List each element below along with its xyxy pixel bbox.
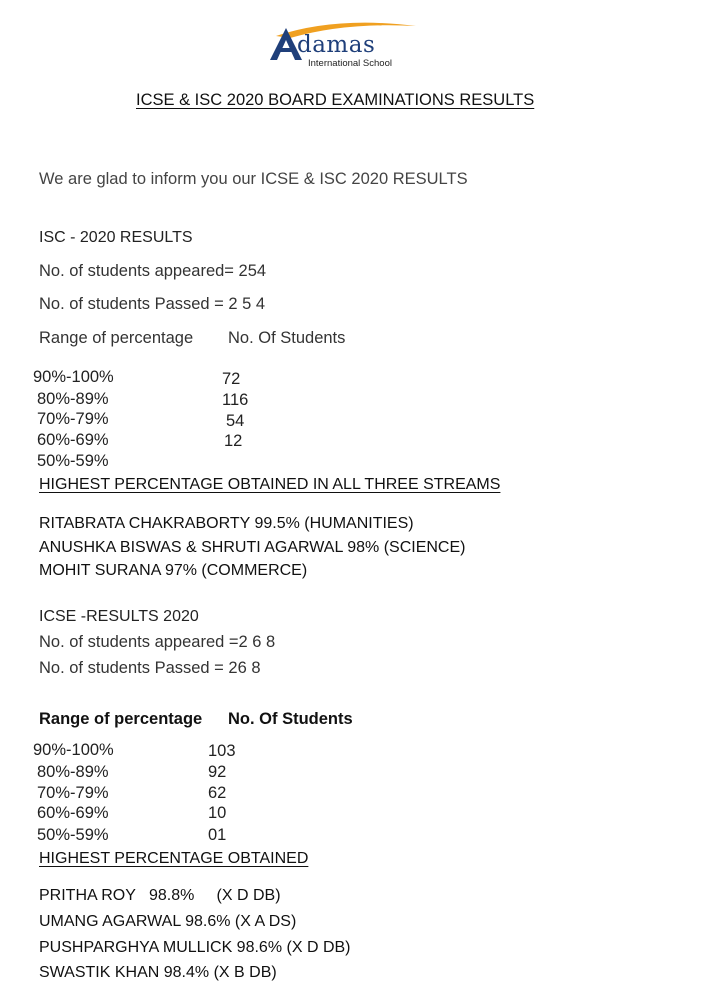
icse-row-count: 92 bbox=[208, 763, 227, 781]
isc-appeared: No. of students appeared= 254 bbox=[39, 262, 267, 280]
school-logo bbox=[266, 18, 426, 74]
icse-toppers-heading: HIGHEST PERCENTAGE OBTAINED bbox=[39, 850, 309, 867]
icse-col-students: No. Of Students bbox=[228, 710, 353, 728]
icse-passed: No. of students Passed = 26 8 bbox=[39, 659, 261, 677]
icse-heading: ICSE -RESULTS 2020 bbox=[39, 608, 199, 625]
icse-topper: PUSHPARGHYA MULLICK 98.6% (X D DB) bbox=[39, 939, 351, 956]
icse-row-range: 70%-79% bbox=[37, 784, 109, 802]
icse-row-range: 50%-59% bbox=[37, 826, 109, 844]
isc-row-range: 70%-79% bbox=[37, 410, 109, 428]
isc-topper: RITABRATA CHAKRABORTY 99.5% (HUMANITIES) bbox=[39, 515, 414, 532]
intro-text: We are glad to inform you our ICSE & ISC 2020 RESULTS bbox=[39, 170, 468, 188]
isc-row-count: 12 bbox=[224, 432, 243, 450]
isc-passed: No. of students Passed = 2 5 4 bbox=[39, 295, 266, 313]
icse-row-range: 90%-100% bbox=[33, 741, 114, 759]
icse-row-count: 10 bbox=[208, 804, 227, 822]
isc-col-students: No. Of Students bbox=[228, 329, 346, 347]
icse-row-count: 01 bbox=[208, 826, 227, 844]
isc-row-range: 80%-89% bbox=[37, 390, 109, 408]
icse-row-count: 62 bbox=[208, 784, 227, 802]
icse-topper: SWASTIK KHAN 98.4% (X B DB) bbox=[39, 964, 277, 981]
isc-toppers-heading: HIGHEST PERCENTAGE OBTAINED IN ALL THREE STREAMS bbox=[39, 476, 501, 493]
page-title: ICSE & ISC 2020 BOARD EXAMINATIONS RESULTS bbox=[136, 91, 535, 109]
isc-heading: ISC - 2020 RESULTS bbox=[39, 229, 193, 246]
icse-row-count: 103 bbox=[208, 742, 236, 760]
logo-subtitle: International School bbox=[308, 58, 392, 69]
isc-row-range: 90%-100% bbox=[33, 368, 114, 386]
icse-row-range: 60%-69% bbox=[37, 804, 109, 822]
icse-topper: PRITHA ROY 98.8% (X D DB) bbox=[39, 887, 281, 904]
icse-col-range: Range of percentage bbox=[39, 710, 203, 728]
isc-row-range: 60%-69% bbox=[37, 431, 109, 449]
icse-appeared: No. of students appeared =2 6 8 bbox=[39, 633, 276, 651]
icse-topper: UMANG AGARWAL 98.6% (X A DS) bbox=[39, 913, 297, 930]
logo-name: damas bbox=[297, 32, 376, 58]
isc-topper: MOHIT SURANA 97% (COMMERCE) bbox=[39, 562, 308, 579]
isc-row-count: 54 bbox=[226, 412, 245, 430]
isc-row-count: 72 bbox=[222, 370, 241, 388]
isc-row-count: 116 bbox=[222, 391, 249, 409]
isc-col-range: Range of percentage bbox=[39, 329, 194, 347]
isc-row-range: 50%-59% bbox=[37, 452, 109, 470]
icse-row-range: 80%-89% bbox=[37, 763, 109, 781]
isc-topper: ANUSHKA BISWAS & SHRUTI AGARWAL 98% (SCIENCE) bbox=[39, 539, 466, 556]
